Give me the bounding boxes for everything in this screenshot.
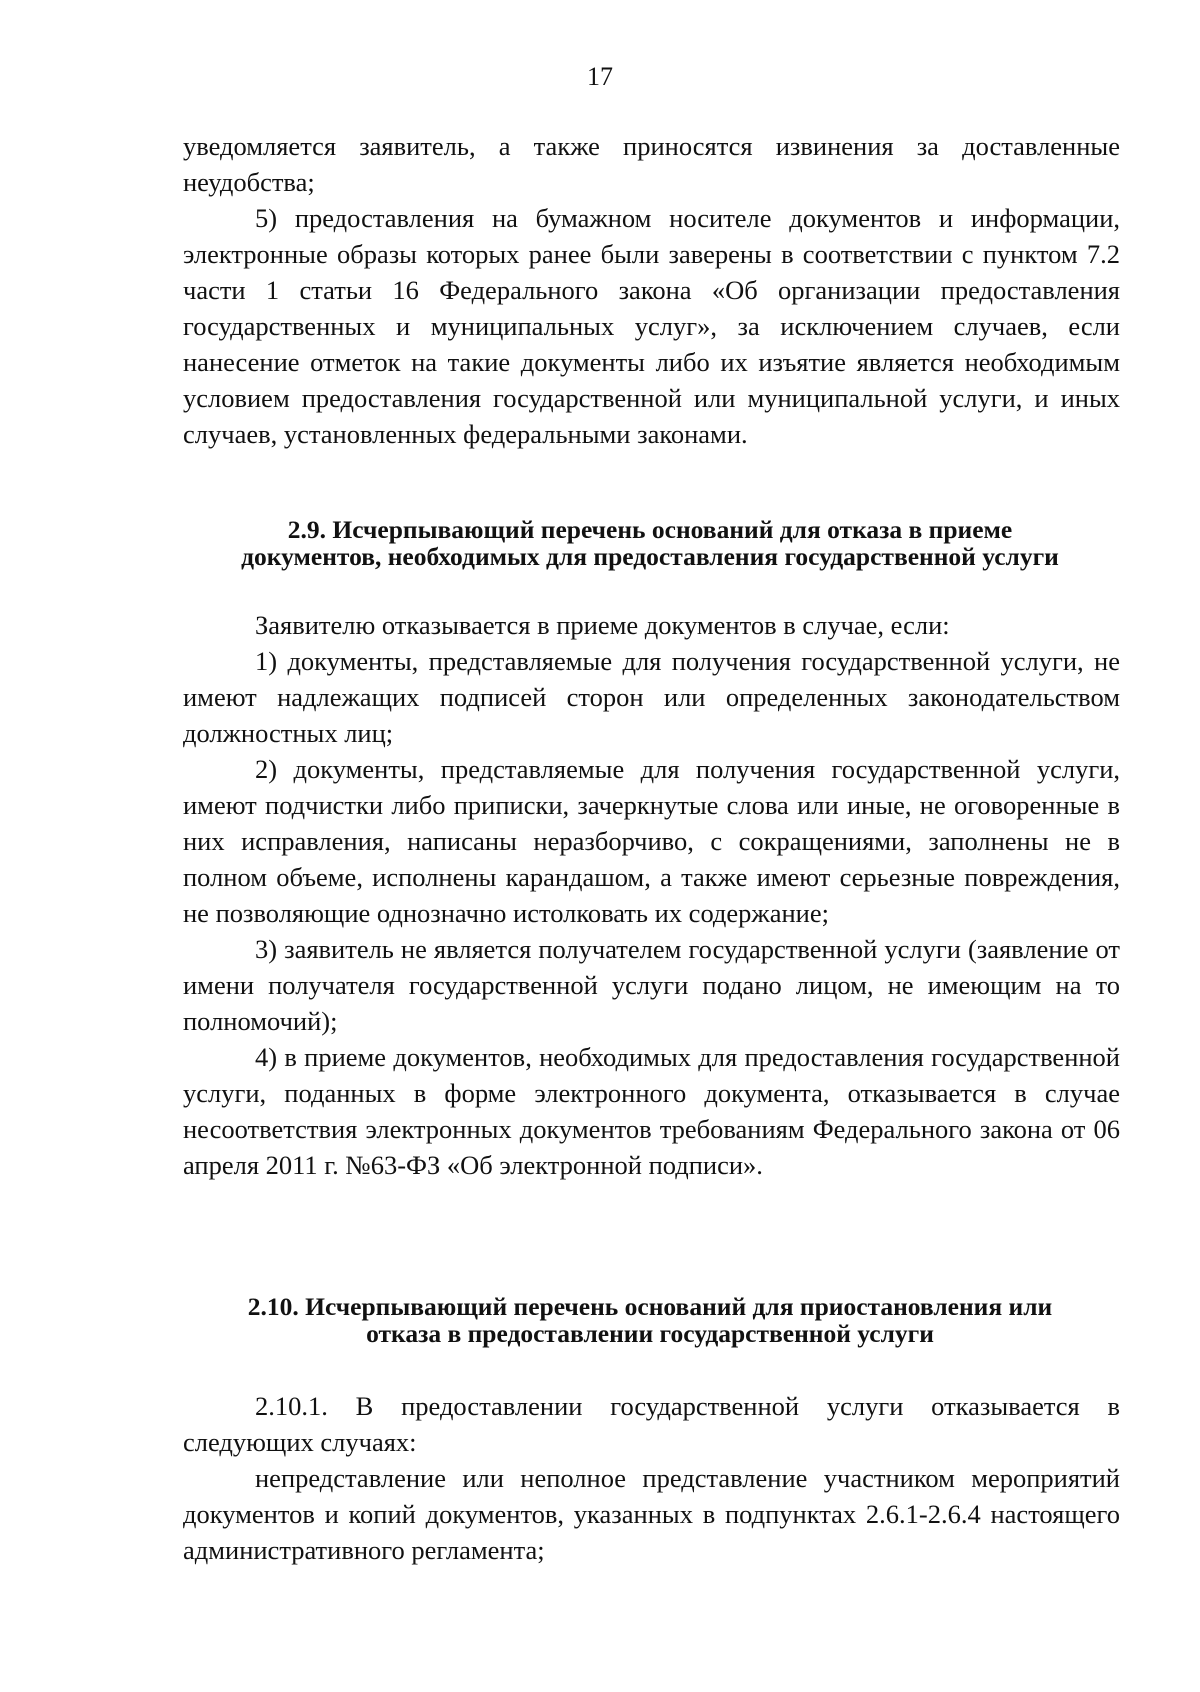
paragraph: 2.10.1. В предоставлении государственной услуги отказывается в следующих случаях:	[183, 1391, 1120, 1457]
paragraph: Заявителю отказывается в приеме документов в случае, если:	[255, 610, 950, 640]
section-heading-2-9	[150, 516, 1150, 570]
heading-line: 2.9. Исчерпывающий перечень оснований для отказа в приеме	[287, 515, 1013, 544]
heading-line: отказа в предоставлении государственной услуги	[366, 1319, 934, 1348]
section-heading-2-10	[150, 1293, 1150, 1347]
paragraph: 3) заявитель не является получателем государственной услуги (заявление от имени получателя государственной услуги подано лицом, не имеющим на то полномочий);	[183, 934, 1120, 1036]
paragraph: 1) документы, представляемые для получения государственной услуги, не имеют надлежащих подписей сторон или определенных законодательством должностных лиц;	[183, 646, 1120, 748]
page-number: 17	[587, 62, 613, 91]
paragraph: непредставление или неполное представление участником мероприятий документов и копий документов, указанных в подпунктах 2.6.1-2.6.4 настоящего административного регламента;	[183, 1463, 1120, 1565]
paragraph: уведомляется заявитель, а также приносятся извинения за доставленные неудобства;	[183, 131, 1120, 197]
heading-line: 2.10. Исчерпывающий перечень оснований для приостановления или	[247, 1292, 1053, 1321]
paragraph: 4) в приеме документов, необходимых для предоставления государственной услуги, поданных в форме электронного документа, отказывается в случае несоответствия электронных документов требованиям Федерального закона от 06 апреля 2011 г. №63-ФЗ «Об электронной подписи».	[183, 1042, 1120, 1180]
section-2-9-text	[183, 607, 1120, 1183]
heading-line: документов, необходимых для предоставления государственной услуги	[241, 542, 1059, 571]
paragraph: 5) предоставления на бумажном носителе документов и информации, электронные образы которых ранее были заверены в соответствии с пунктом 7.2 части 1 статьи 16 Федерального закона «Об организации предоставления государственных и муниципальных услуг», за исключением случаев, если нанесение отметок на такие документы либо их изъятие является необходимым условием предоставления государственной или муниципальной услуги, и иных случаев, установленных федеральными законами.	[183, 203, 1120, 449]
section-top-text	[183, 128, 1120, 452]
paragraph: 2) документы, представляемые для получения государственной услуги, имеют подчистки либо приписки, зачеркнутые слова или иные, не оговоренные в них исправления, написаны неразборчиво, с сокращениями, заполнены не в полном объеме, исполнены карандашом, а также имеют серьезные повреждения, не позволяющие однозначно истолковать их содержание;	[183, 754, 1120, 928]
section-2-10-text	[183, 1388, 1120, 1568]
